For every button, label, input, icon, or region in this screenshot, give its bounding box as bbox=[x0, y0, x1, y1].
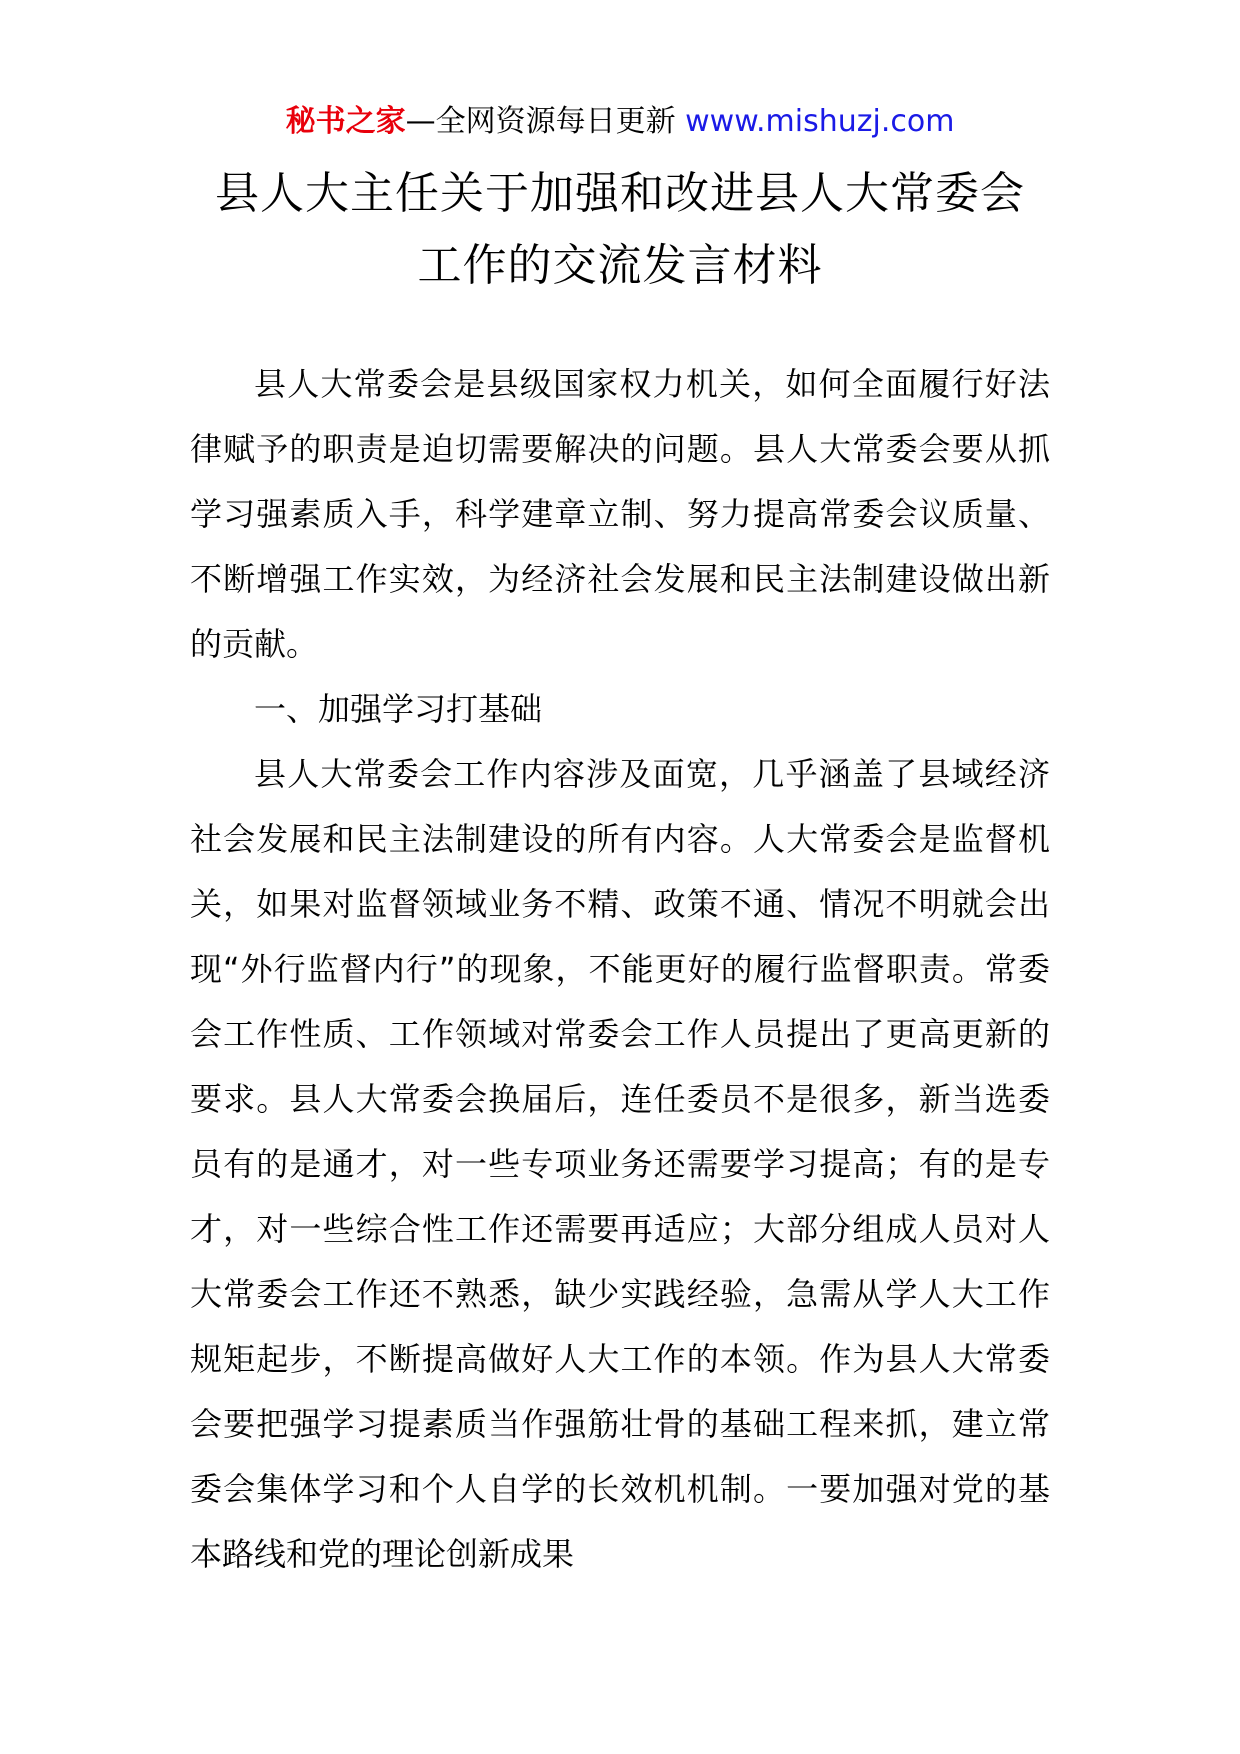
document-title bbox=[150, 158, 1090, 302]
document-body bbox=[190, 352, 1050, 1587]
paragraph-section-1: 县人大常委会工作内容涉及面宽，几乎涵盖了县域经济社会发展和民主法制建设的所有内容。人大常委会是监督机关，如果对监督领域业务不精、政策不通、情况不明就会出现“外行监督内行”的现象，不能更好的履行监督职责。常委会工作性质、工作领域对常委会工作人员提出了更高更新的要求。县人大常委会换届后，连任委员不是很多，新当选委员有的是通才，对一些专项业务还需要学习提高；有的是专才，对一些综合性工作还需要再适应；大部分组成人员对人大常委会工作还不熟悉，缺少实践经验，急需从学人大工作规矩起步，不断提高做好人大工作的本领。作为县人大常委会要把强学习提素质当作强筋壮骨的基础工程来抓，建立常委会集体学习和个人自学的长效机机制。一要加强对党的基本路线和党的理论创新成果 bbox=[190, 755, 1050, 1573]
site-url-link[interactable]: www.mishuzj.com bbox=[685, 104, 955, 139]
paragraph-intro: 县人大常委会是县级国家权力机关，如何全面履行好法律赋予的职责是迫切需要解决的问题。县人大常委会要从抓学习强素质入手，科学建章立制、努力提高常委会议质量、不断增强工作实效，为经济社会发展和民主法制建设做出新的贡献。 bbox=[190, 365, 1050, 663]
title-line-1: 县人大主任关于加强和改进县人大常委会 bbox=[215, 168, 1025, 219]
site-banner bbox=[0, 100, 1240, 144]
title-line-2: 工作的交流发言材料 bbox=[417, 240, 823, 291]
brand-name: 秘书之家 bbox=[285, 104, 406, 139]
banner-slogan: —全网资源每日更新 bbox=[405, 104, 686, 139]
section-heading: 一、加强学习打基础 bbox=[254, 690, 543, 728]
